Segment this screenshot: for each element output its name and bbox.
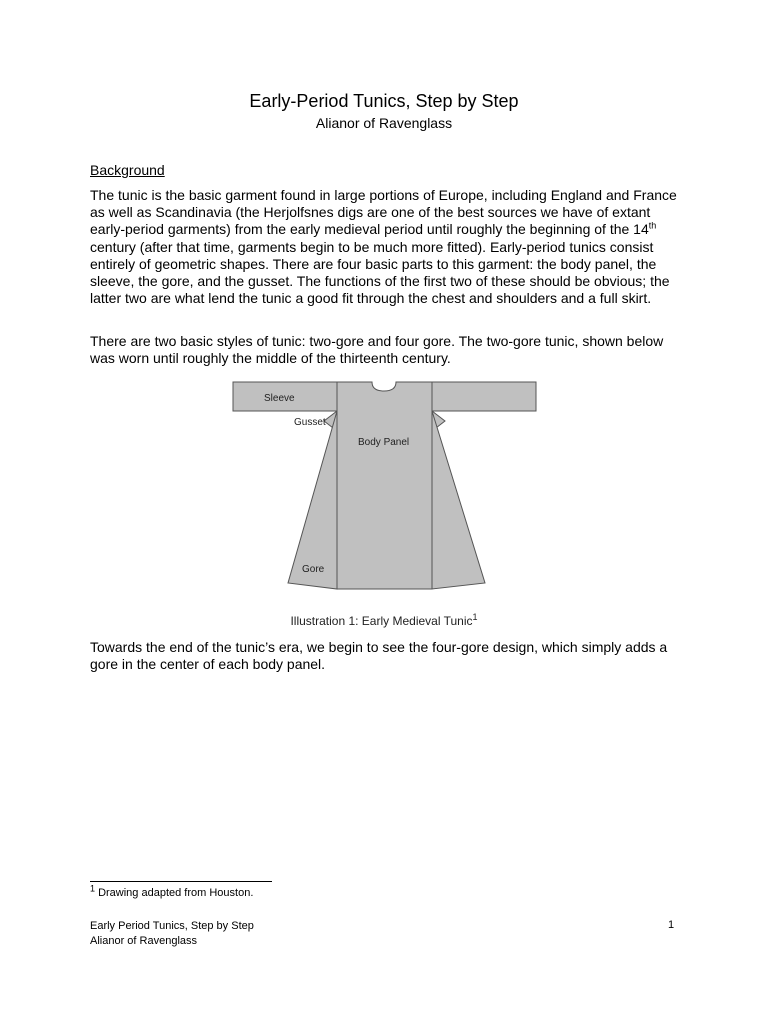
document-title: Early-Period Tunics, Step by Step [249,91,519,111]
body-panel-shape [337,382,432,589]
paragraph-background [90,187,680,307]
footer-author: Alianor of Ravenglass [90,935,198,947]
footnote-text: Drawing adapted from Houston. [95,887,254,899]
gore-label: Gore [302,564,325,575]
footer-title: Early Period Tunics, Step by Step [90,920,254,932]
page-number: 1 [668,919,675,931]
caption-text: Illustration 1: Early Medieval Tunic [290,614,473,628]
paragraph-four-gore: Towards the end of the tunic’s era, we begin to see the four-gore design, which simply adds a gore in the center of each body panel. [90,639,668,673]
superscript: th [648,220,657,231]
body-panel-label: Body Panel [358,437,410,448]
paragraph-text: The tunic is the basic garment found in large portions of Europe, including England and France as well as Scandinavia (the Herjolfsnes digs are one of the best sources we have of extant early-period garments) from the early medieval period until roughly the beginning of the 14 [90,187,677,238]
figure-caption [0,614,768,628]
footnote-divider [90,881,272,882]
footnote-marker: 1 [90,883,96,894]
caption-footnote-ref: 1 [472,612,478,622]
tunic-illustration [232,379,538,594]
paragraph-styles: There are two basic styles of tunic: two-gore and four gore. The two-gore tunic, shown below was worn until roughly the middle of the thirteenth century. [90,333,664,367]
sleeve-right-shape [432,382,536,411]
gore-right-shape [432,411,485,589]
sleeve-label: Sleeve [264,393,295,404]
section-heading: Background [90,162,165,178]
gore-left-shape [288,411,337,589]
gusset-label: Gusset [294,417,326,428]
footnote [90,883,254,899]
paragraph-text: century (after that time, garments begin to be much more fitted). Early-period tunics consist entirely of geometric shapes. There are four basic parts to this garment: the body panel, the sleeve, the gore, and the gusset. The functions of the first two of these should be obvious; the latter two are what lend the tunic a good fit through the chest and shoulders and a full skirt. [90,238,670,307]
page-footer [90,919,254,949]
document-author: Alianor of Ravenglass [315,115,453,131]
